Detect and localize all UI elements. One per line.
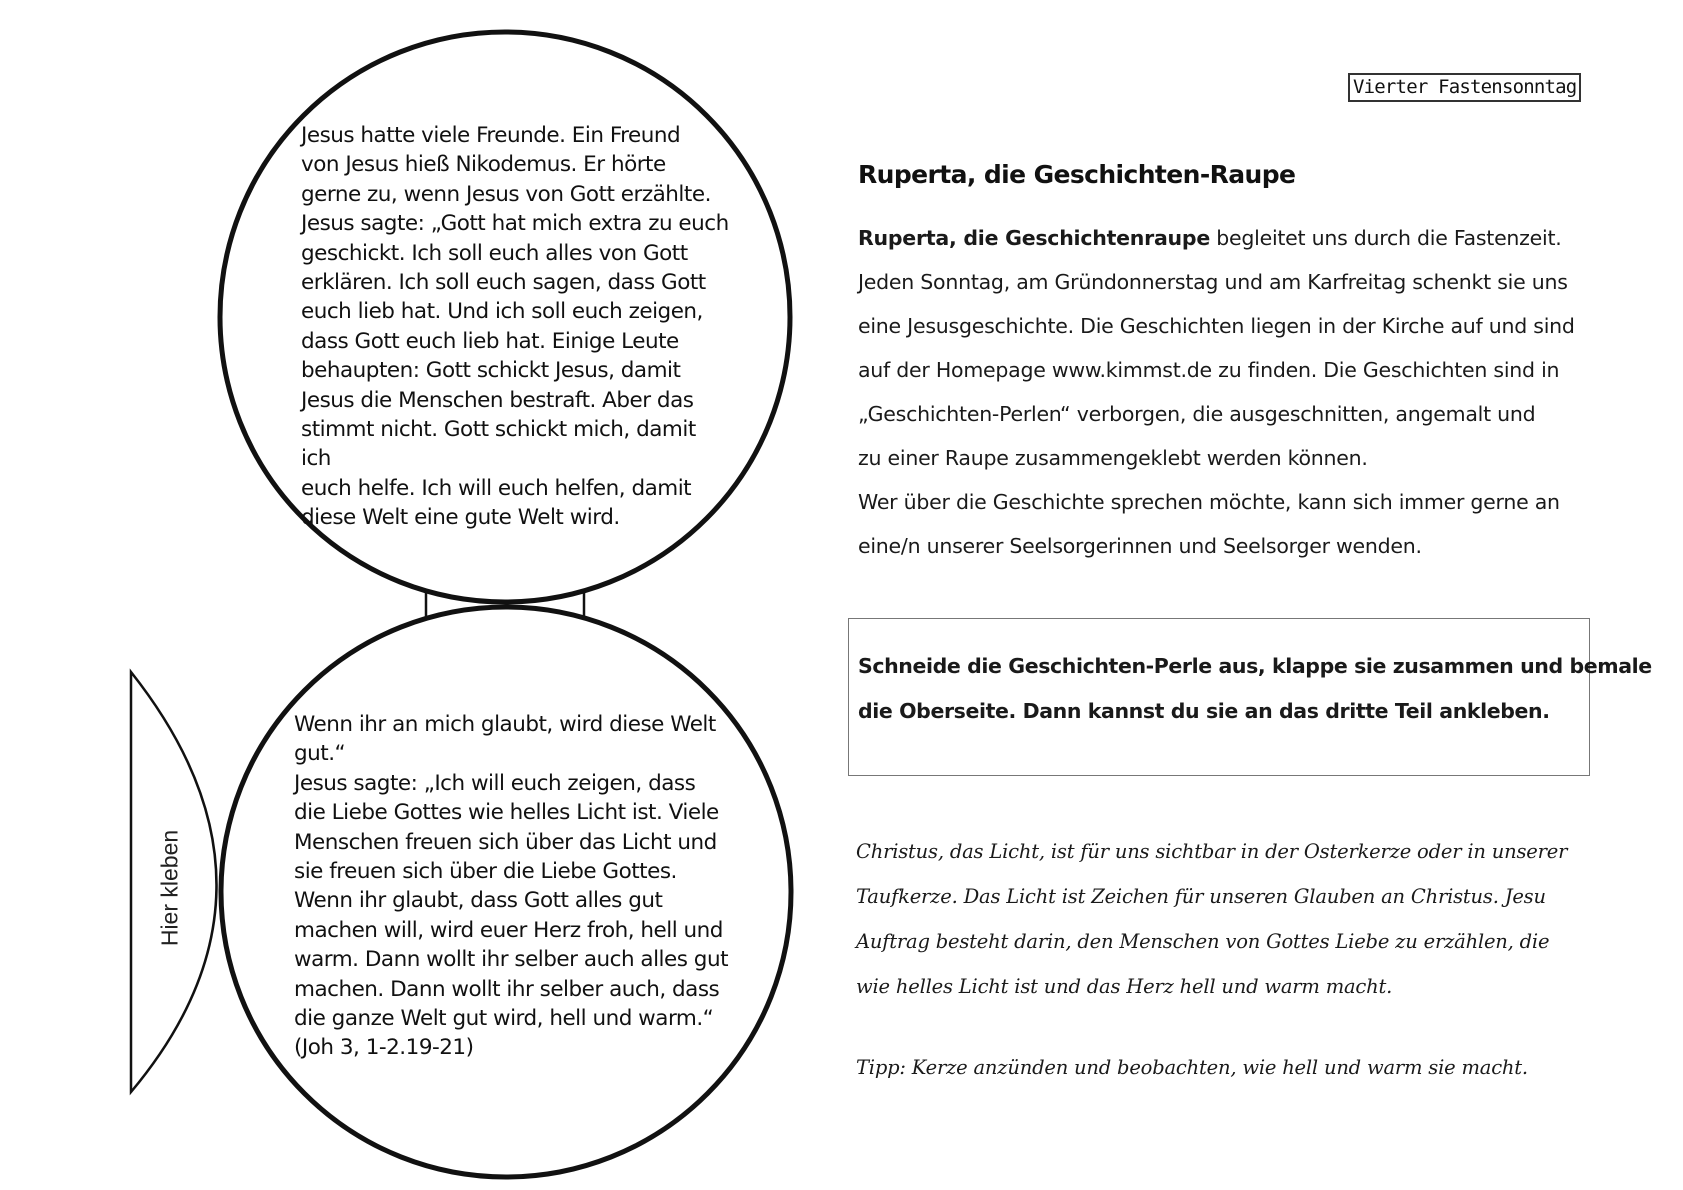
- intro-line-7: Wer über die Geschichte sprechen möchte, kann sich immer gerne an: [858, 490, 1560, 514]
- intro-paragraph: [858, 216, 1598, 568]
- intro-bold-lead: Ruperta, die Geschichtenraupe: [858, 226, 1210, 250]
- intro-line-4: auf der Homepage www.kimmst.de zu finden. Die Geschichten sind in: [858, 358, 1560, 382]
- intro-line-3: eine Jesusgeschichte. Die Geschichten liegen in der Kirche auf und sind: [858, 314, 1575, 338]
- story-text-part-two: Wenn ihr an mich glaubt, wird diese Welt gut.“ Jesus sagte: „Ich will euch zeigen, dass die Liebe Gottes wie helles Licht ist. Viele Menschen freuen sich über das Licht und sie freuen sich über die Liebe Gottes. Wenn ihr glaubt, dass Gott alles gut machen will, wird euer Herz froh, hell und warm. Dann wollt ihr selber auch alles gut machen. Dann wollt ihr selber auch, dass die ganze Welt gut wird, hell und warm.“ (Joh 3, 1-2.19-21): [294, 712, 728, 1061]
- page-title: Ruperta, die Geschichten-Raupe: [858, 160, 1296, 189]
- meditation-line-3: Auftrag besteht darin, den Menschen von Gottes Liebe zu erzählen, die: [856, 930, 1550, 953]
- intro-line-1: [858, 216, 1598, 260]
- meditation-line-4: wie helles Licht ist und das Herz hell und warm macht.: [856, 975, 1393, 998]
- sunday-label: Vierter Fastensonntag: [1348, 73, 1581, 102]
- intro-line-2: Jeden Sonntag, am Gründonnerstag und am Karfreitag schenkt sie uns: [858, 270, 1568, 294]
- story-text-part-one: Jesus hatte viele Freunde. Ein Freund von Jesus hieß Nikodemus. Er hörte gerne zu, wenn Jesus von Gott erzählte. Jesus sagte: „Gott hat mich extra zu euch geschickt. Ich soll euch alles von Gott erklären. Ich soll euch sagen, dass Gott euch lieb hat. Und ich soll euch zeigen, dass Gott euch lieb hat. Einige Leute behaupten: Gott schickt Jesus, damit Jesus die Menschen bestraft. Aber das stimmt nicht. Gott schickt mich, damit ich euch helfe. Ich will euch helfen, damit diese Welt eine gute Welt wird.: [301, 123, 729, 531]
- tip-text: Tipp: Kerze anzünden und beobachten, wie hell und warm sie macht.: [856, 1056, 1528, 1079]
- intro-line-6: zu einer Raupe zusammengeklebt werden können.: [858, 446, 1368, 470]
- meditation-line-1: Christus, das Licht, ist für uns sichtbar in der Osterkerze oder in unserer: [856, 840, 1568, 863]
- intro-line-5: „Geschichten-Perlen“ verborgen, die ausgeschnitten, angemalt und: [858, 402, 1536, 426]
- glue-tab-label: Hier kleben: [156, 829, 183, 947]
- intro-line-1-rest: begleitet uns durch die Fastenzeit.: [1209, 226, 1562, 250]
- instruction-line-1: Schneide die Geschichten-Perle aus, klappe sie zusammen und bemale: [858, 654, 1652, 678]
- meditation-paragraph: [856, 829, 1596, 1009]
- meditation-line-2: Taufkerze. Das Licht ist Zeichen für unseren Glauben an Christus. Jesu: [856, 885, 1546, 908]
- instruction-text: [858, 644, 1652, 734]
- instruction-line-2: die Oberseite. Dann kannst du sie an das dritte Teil ankleben.: [858, 699, 1550, 723]
- intro-line-8: eine/n unserer Seelsorgerinnen und Seelsorger wenden.: [858, 534, 1422, 558]
